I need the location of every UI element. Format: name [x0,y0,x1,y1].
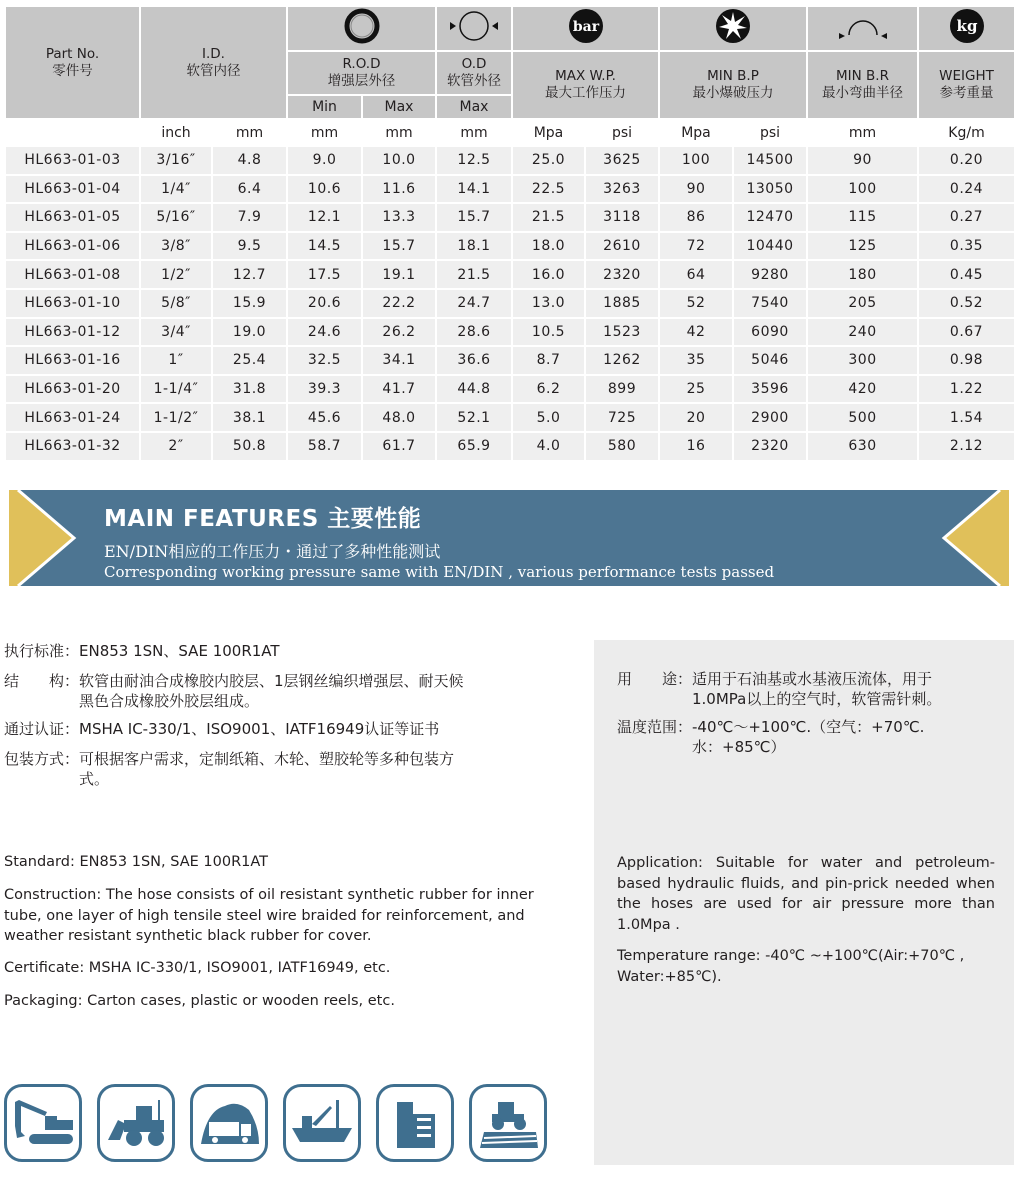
header-id: I.D. 软管内径 [140,6,287,119]
table-cell: HL663-01-08 [5,260,140,289]
table-cell: 28.6 [436,318,512,347]
table-cell: 38.1 [212,403,287,432]
table-row [5,432,1015,461]
table-cell: 86 [659,203,733,232]
table-cell: HL663-01-20 [5,375,140,404]
header-weight: WEIGHT 参考重量 [918,51,1015,119]
cn-construction: 结 构：软管由耐油合成橡胶内胶层、1层钢丝编织增强层、耐天候 [4,672,464,690]
unit-cell: Mpa [659,119,733,146]
table-cell: 42 [659,318,733,347]
table-cell: 125 [807,232,918,261]
table-cell: 630 [807,432,918,461]
table-cell: 11.6 [362,175,436,204]
ring-icon [287,6,436,51]
banner-subtitle-en: Corresponding working pressure same with EN/DIN , various performance tests passed [104,563,775,581]
cn-packaging-cont: 式。 [4,770,110,788]
table-cell: 6.4 [212,175,287,204]
table-cell: 580 [585,432,659,461]
table-cell: 1-1/4″ [140,375,212,404]
table-cell: 500 [807,403,918,432]
table-cell: 13.0 [512,289,585,318]
table-row [5,289,1015,318]
table-cell: 15.7 [436,203,512,232]
table-cell: HL663-01-32 [5,432,140,461]
en-application: Application: Suitable for water and petroleum-based hydraulic fluids, and pin-prick needed when the hoses are used for air pressure more than 1.0Mpa . [617,855,995,933]
kg-badge-icon [918,6,1015,51]
table-cell: 2″ [140,432,212,461]
table-cell: 10.5 [512,318,585,347]
table-cell: 13.3 [362,203,436,232]
table-cell: 12.5 [436,146,512,175]
table-cell: 14500 [733,146,807,175]
unit-cell: mm [287,119,362,146]
table-cell: 45.6 [287,403,362,432]
table-cell: 8.7 [512,346,585,375]
application-icons [4,1084,547,1162]
table-cell: 26.2 [362,318,436,347]
unit-cell: mm [212,119,287,146]
table-cell: 6090 [733,318,807,347]
table-cell: 1523 [585,318,659,347]
table-cell: HL663-01-16 [5,346,140,375]
cn-temperature-cont: 水：+85℃） [617,738,786,756]
table-cell: 19.0 [212,318,287,347]
mining-truck-icon [190,1084,268,1162]
table-cell: 0.24 [918,175,1015,204]
table-cell: 20 [659,403,733,432]
table-cell: 2320 [733,432,807,461]
unit-cell: psi [733,119,807,146]
table-cell: 899 [585,375,659,404]
table-cell: 39.3 [287,375,362,404]
table-cell: 21.5 [512,203,585,232]
table-cell: 35 [659,346,733,375]
table-cell: 3/8″ [140,232,212,261]
table-cell: 0.20 [918,146,1015,175]
unit-cell: Mpa [512,119,585,146]
table-cell: HL663-01-04 [5,175,140,204]
table-cell: 0.27 [918,203,1015,232]
table-cell: 1.22 [918,375,1015,404]
table-row [5,318,1015,347]
table-row [5,375,1015,404]
cn-application-cont: 1.0MPa以上的空气时，软管需针刺。 [617,690,942,708]
table-cell: 300 [807,346,918,375]
table-row [5,175,1015,204]
units-row [5,119,1015,146]
cn-packaging: 包装方式：可根据客户需求，定制纸箱、木轮、塑胶轮等多种包装方 [4,750,455,768]
table-row [5,346,1015,375]
table-cell: 64 [659,260,733,289]
table-cell: 240 [807,318,918,347]
en-construction: Construction: The hose consists of oil resistant synthetic rubber for inner tube, one layer of high tensile steel wire braided for reinforcement, and weather resistant synthetic black rubber for cover. [4,887,534,944]
table-cell: 1885 [585,289,659,318]
table-cell: 3/4″ [140,318,212,347]
table-cell: 1262 [585,346,659,375]
table-cell: 21.5 [436,260,512,289]
wheel-loader-icon [97,1084,175,1162]
table-cell: 1/4″ [140,175,212,204]
table-cell: 90 [659,175,733,204]
en-standard: Standard: EN853 1SN, SAE 100R1AT [4,854,269,870]
table-cell: 22.2 [362,289,436,318]
table-cell: 0.98 [918,346,1015,375]
tractor-agriculture-icon [469,1084,547,1162]
table-cell: 25.0 [512,146,585,175]
table-cell: HL663-01-06 [5,232,140,261]
table-cell: 15.7 [362,232,436,261]
header-rod-max: Max [362,95,436,119]
table-cell: HL663-01-05 [5,203,140,232]
table-cell: 25 [659,375,733,404]
unit-cell: mm [436,119,512,146]
table-cell: 34.1 [362,346,436,375]
header-od-max: Max [436,95,512,119]
table-cell: 20.6 [287,289,362,318]
table-cell: 52 [659,289,733,318]
table-cell: HL663-01-12 [5,318,140,347]
banner-subtitle-cn: EN/DIN相应的工作压力・通过了多种性能测试 [104,542,441,561]
header-rod: R.O.D 增强层外径 [287,51,436,95]
excavator-icon [4,1084,82,1162]
header-rod-min: Min [287,95,362,119]
table-cell: 205 [807,289,918,318]
table-cell: 3263 [585,175,659,204]
header-wp: MAX W.P. 最大工作压力 [512,51,659,119]
unit-cell [5,119,140,146]
header-br: MIN B.R 最小弯曲半径 [807,51,918,119]
cn-application: 用 途：适用于石油基或水基液压流体，用于 [617,670,933,688]
table-row [5,203,1015,232]
table-cell: 2.12 [918,432,1015,461]
table-cell: 100 [807,175,918,204]
table-cell: 10440 [733,232,807,261]
cn-construction-cont: 黑色合成橡胶外胶层组成。 [4,692,260,710]
table-cell: 65.9 [436,432,512,461]
table-cell: 14.5 [287,232,362,261]
table-cell: 24.7 [436,289,512,318]
table-cell: 36.6 [436,346,512,375]
table-cell: 16.0 [512,260,585,289]
table-cell: 1.54 [918,403,1015,432]
table-cell: 31.8 [212,375,287,404]
table-cell: 1-1/2″ [140,403,212,432]
burst-icon [659,6,807,51]
table-cell: 9.0 [287,146,362,175]
svg-text:bar: bar [572,19,599,35]
table-cell: 7540 [733,289,807,318]
header-bp: MIN B.P 最小爆破压力 [659,51,807,119]
cn-standard: 执行标准：EN853 1SN、SAE 100R1AT [4,642,280,660]
table-row [5,146,1015,175]
unit-cell: mm [362,119,436,146]
table-cell: 41.7 [362,375,436,404]
table-cell: 100 [659,146,733,175]
ship-icon [283,1084,361,1162]
table-cell: 0.35 [918,232,1015,261]
unit-cell: inch [140,119,212,146]
header-part-no: Part No. 零件号 [5,6,140,119]
table-cell: 12.7 [212,260,287,289]
table-cell: 52.1 [436,403,512,432]
table-cell: 3118 [585,203,659,232]
table-cell: 24.6 [287,318,362,347]
table-cell: 22.5 [512,175,585,204]
table-cell: 17.5 [287,260,362,289]
table-cell: 19.1 [362,260,436,289]
table-cell: 90 [807,146,918,175]
table-cell: 3596 [733,375,807,404]
table-cell: HL663-01-10 [5,289,140,318]
table-cell: 115 [807,203,918,232]
table-cell: 0.67 [918,318,1015,347]
en-temperature: Temperature range: -40℃ ~+100℃(Air:+70℃ , Water:+85℃). [617,948,965,985]
table-cell: 1/2″ [140,260,212,289]
unit-cell: psi [585,119,659,146]
table-cell: 5/16″ [140,203,212,232]
table-cell: 14.1 [436,175,512,204]
spec-table [4,5,1016,462]
table-cell: 725 [585,403,659,432]
table-cell: 7.9 [212,203,287,232]
table-cell: 25.4 [212,346,287,375]
table-row [5,403,1015,432]
en-certificate: Certificate: MSHA IC-330/1, ISO9001, IATF16949, etc. [4,960,391,976]
table-cell: 12.1 [287,203,362,232]
table-cell: 5046 [733,346,807,375]
table-cell: 4.8 [212,146,287,175]
unit-cell: mm [807,119,918,146]
table-cell: 4.0 [512,432,585,461]
table-cell: HL663-01-24 [5,403,140,432]
table-cell: 18.0 [512,232,585,261]
circle-diameter-icon [436,6,512,51]
table-cell: 5.0 [512,403,585,432]
en-packaging: Packaging: Carton cases, plastic or wooden reels, etc. [4,993,395,1009]
table-cell: HL663-01-03 [5,146,140,175]
unit-cell: Kg/m [918,119,1015,146]
svg-text:kg: kg [956,17,977,35]
table-cell: 3625 [585,146,659,175]
table-cell: 58.7 [287,432,362,461]
table-cell: 9.5 [212,232,287,261]
table-cell: 50.8 [212,432,287,461]
table-row [5,260,1015,289]
table-cell: 6.2 [512,375,585,404]
table-cell: 420 [807,375,918,404]
table-cell: 2610 [585,232,659,261]
table-cell: 13050 [733,175,807,204]
table-cell: 72 [659,232,733,261]
table-cell: 61.7 [362,432,436,461]
table-cell: 2320 [585,260,659,289]
table-cell: 5/8″ [140,289,212,318]
table-cell: 10.0 [362,146,436,175]
table-row [5,232,1015,261]
table-cell: 2900 [733,403,807,432]
table-cell: 1″ [140,346,212,375]
bar-badge-icon [512,6,659,51]
header-od: O.D 软管外径 [436,51,512,95]
table-cell: 10.6 [287,175,362,204]
table-cell: 9280 [733,260,807,289]
table-cell: 180 [807,260,918,289]
table-cell: 16 [659,432,733,461]
table-cell: 0.45 [918,260,1015,289]
table-cell: 44.8 [436,375,512,404]
bend-arc-icon [807,6,918,51]
table-cell: 3/16″ [140,146,212,175]
cn-temperature: 温度范围：-40℃～+100℃.（空气：+70℃. [617,718,925,736]
table-cell: 0.52 [918,289,1015,318]
table-cell: 15.9 [212,289,287,318]
table-cell: 18.1 [436,232,512,261]
table-cell: 32.5 [287,346,362,375]
cn-certificate: 通过认证：MSHA IC-330/1、ISO9001、IATF16949认证等证书 [4,720,440,738]
table-cell: 48.0 [362,403,436,432]
banner-title: MAIN FEATURES 主要性能 [104,506,422,532]
table-cell: 12470 [733,203,807,232]
building-icon [376,1084,454,1162]
